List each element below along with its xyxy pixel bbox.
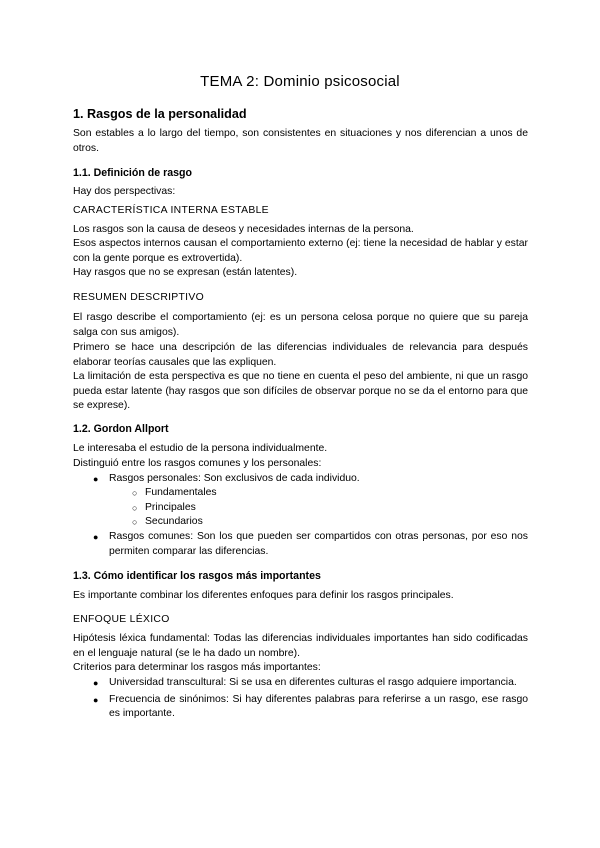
perspective-1-line-1: Los rasgos son la causa de deseos y necesidades internas de la persona. bbox=[73, 224, 414, 235]
criteria-list bbox=[93, 676, 528, 722]
list-item bbox=[93, 676, 528, 691]
circle-bullet-icon: ○ bbox=[132, 502, 138, 513]
lexical-approach-title: ENFOQUE LÉXICO bbox=[73, 614, 170, 625]
criterion-transcultural: Universidad transcultural: Si se usa en diferentes culturas el rasgo adquiere importancia. bbox=[109, 677, 517, 688]
allport-bullet-list-2 bbox=[93, 530, 528, 559]
page-title: TEMA 2: Dominio psicosocial bbox=[200, 73, 400, 90]
list-item bbox=[132, 501, 528, 516]
section-1-1-intro: Hay dos perspectivas: bbox=[73, 186, 176, 197]
perspective-2-title: RESUMEN DESCRIPTIVO bbox=[73, 292, 204, 303]
bullet-personal-traits: Rasgos personales: Son exclusivos de cada individuo. bbox=[109, 473, 360, 484]
bullet-icon: ● bbox=[93, 532, 99, 542]
criteria-intro: Criterios para determinar los rasgos más importantes: bbox=[73, 662, 321, 673]
section-1-3-intro: Es importante combinar los diferentes enfoques para definir los rasgos principales. bbox=[73, 590, 454, 601]
perspective-2-line-1: El rasgo describe el comportamiento (ej: es un persona celosa porque no quiere que su pareja salga con sus amigos). bbox=[73, 312, 528, 338]
list-item bbox=[93, 530, 528, 559]
bullet-icon: ● bbox=[93, 694, 99, 705]
bullet-icon: ● bbox=[93, 474, 99, 484]
perspective-1-line-2: Esos aspectos internos causan el comportamiento externo (ej: tiene la necesidad de hablar y estar con la gente porque es extrovertida). bbox=[73, 238, 528, 264]
list-item bbox=[132, 515, 528, 530]
allport-line-1: Le interesaba el estudio de la persona individualmente. bbox=[73, 443, 328, 454]
bullet-icon: ● bbox=[93, 678, 99, 688]
section-1-2-heading: 1.2. Gordon Allport bbox=[73, 423, 169, 435]
sub-item-fundamentales: Fundamentales bbox=[145, 487, 217, 498]
allport-bullet-list bbox=[93, 472, 528, 487]
bullet-common-traits: Rasgos comunes: Son los que pueden ser compartidos con otras personas, por eso nos permiten comparar las diferencias. bbox=[109, 531, 528, 557]
section-1-3-heading: 1.3. Cómo identificar los rasgos más importantes bbox=[73, 570, 321, 582]
list-item bbox=[93, 472, 528, 487]
list-item bbox=[93, 693, 528, 722]
perspective-1-title: CARACTERÍSTICA INTERNA ESTABLE bbox=[73, 205, 269, 216]
allport-line-2: Distinguió entre los rasgos comunes y los personales: bbox=[73, 458, 322, 469]
sub-item-principales: Principales bbox=[145, 501, 196, 513]
criterion-synonyms: Frecuencia de sinónimos: Si hay diferentes palabras para referirse a un rasgo, ese rasgo es importante. bbox=[109, 693, 528, 720]
circle-bullet-icon: ○ bbox=[132, 488, 138, 498]
sub-item-secundarios: Secundarios bbox=[145, 516, 203, 528]
allport-sub-list bbox=[132, 486, 528, 530]
perspective-2-line-2: Primero se hace una descripción de las diferencias individuales de relevancia para después elaborar teorías causales que las expliquen. bbox=[73, 342, 528, 368]
perspective-2-line-3: La limitación de esta perspectiva es que no tiene en cuenta el peso del ambiente, ni que un rasgo pueda estar latente (hay rasgos que son difíciles de observar porque no se da el entorno para que se exprese). bbox=[73, 371, 528, 412]
lexical-hypothesis: Hipótesis léxica fundamental: Todas las diferencias individuales importantes han sido codificadas en el lenguaje natural (se le ha dado un nombre). bbox=[73, 633, 528, 659]
list-item bbox=[132, 486, 528, 501]
circle-bullet-icon: ○ bbox=[132, 517, 138, 528]
section-1-heading: 1. Rasgos de la personalidad bbox=[73, 107, 247, 121]
section-1-intro: Son estables a lo largo del tiempo, son consistentes en situaciones y nos diferencian a unos de otros. bbox=[73, 128, 528, 154]
section-1-1-heading: 1.1. Definición de rasgo bbox=[73, 167, 192, 179]
perspective-1-line-3: Hay rasgos que no se expresan (están latentes). bbox=[73, 267, 298, 278]
